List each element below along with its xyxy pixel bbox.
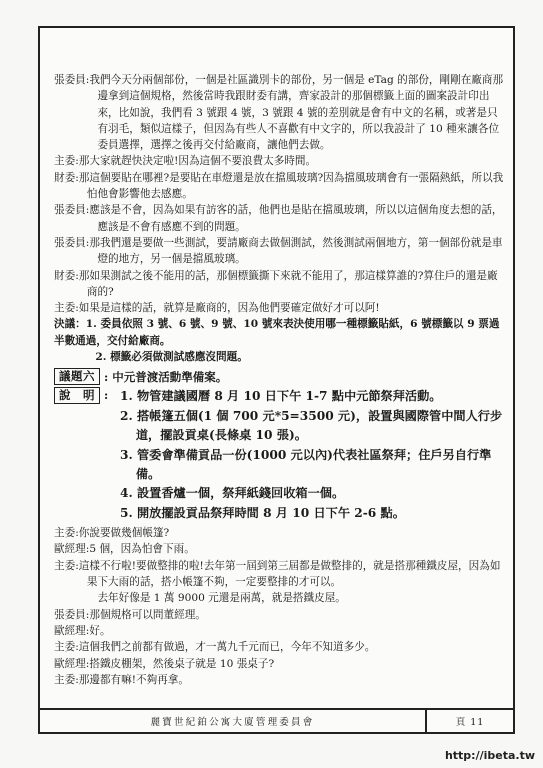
speech-text: 那大家就趕快決定啦!因為這個不要浪費太多時間。 xyxy=(78,155,317,168)
transcript-line: 張委員:那個規格可以問董經理。 xyxy=(54,608,206,621)
indented-note: 去年好像是 1 萬 9000 元還是兩萬，就是搭鐵皮屋。 xyxy=(97,592,346,605)
transcript-block-a xyxy=(54,72,505,316)
speech-text: 如果是這樣的話，就算是廠商的，因為他們要確定做好才可以阿! xyxy=(78,302,380,315)
transcript-line: 主委:你說要做幾個帳篷? xyxy=(54,527,170,540)
speech-text: 搭鐵皮棚架，然後桌子就是 10 張桌子? xyxy=(89,657,275,670)
minutes-content xyxy=(54,72,505,688)
transcript-line: 主委:這個我們之前都有做過，才一萬九千元而已，今年不知道多少。 xyxy=(54,641,376,654)
transcript-line: 主委:如果是這樣的話，就算是廠商的，因為他們要確定做好才可以阿! xyxy=(54,302,380,315)
speaker-name: 主委 xyxy=(54,559,76,572)
description-item: 3. 管委會準備貢品一份(1000 元以內)代表社區祭拜；住戶另自行準備。 xyxy=(120,447,492,481)
page-number: 頁 11 xyxy=(425,710,513,732)
transcript-line: 主委:這樣不行啦!要做整排的啦!去年第一屆到第三屆都是做整排的，就是搭那種鐵皮屋，因為如果下大雨的話，搭小帳篷不夠，一定要整排的才可以。 xyxy=(54,559,501,589)
resolution-item: 2. 標籤必須做測試感應沒問題。 xyxy=(95,351,248,364)
speech-text: 這個我們之前都有做過，才一萬九千元而已，今年不知道多少。 xyxy=(78,641,376,654)
speaker-name: 歐經理 xyxy=(54,543,86,556)
watermark-url: http://ibeta.tw xyxy=(444,749,535,762)
speaker-name: 主委 xyxy=(54,302,76,315)
speech-text: 那邊都有嘛!不夠再拿。 xyxy=(78,673,189,686)
speech-text: 應該是不會，因為如果有訪客的話，他們也是貼在擋風玻璃，所以以這個角度去想的話，應該是不會有感應不到的問題。 xyxy=(89,204,503,233)
speech-text: 這樣不行啦!要做整排的啦!去年第一屆到第三屆都是做整排的，就是搭那種鐵皮屋，因為如果下大雨的話，搭小帳篷不夠，一定要整排的才可以。 xyxy=(78,559,501,589)
speaker-name: 歐經理 xyxy=(54,657,86,670)
description-item: 4. 設置香爐一個，祭拜紙錢回收箱一個。 xyxy=(120,486,345,501)
speaker-name: 張委員 xyxy=(54,608,86,621)
speaker-name: 歐經理 xyxy=(54,624,86,637)
transcript-line: 主委:那邊都有嘛!不夠再拿。 xyxy=(54,673,189,686)
transcript-line: 歐經理:5 個，因為怕會下雨。 xyxy=(54,543,195,556)
speaker-name: 主委 xyxy=(54,155,76,168)
page-footer xyxy=(40,708,513,732)
speaker-name: 財委 xyxy=(54,171,76,184)
speaker-name: 張委員 xyxy=(54,74,86,86)
description-list xyxy=(120,387,505,523)
speech-text: 那個規格可以問董經理。 xyxy=(89,608,206,621)
transcript-line: 張委員:我們今天分兩個部份，一個是社區識別卡的部份，另一個是 eTag 的部份，剛剛在廠商那邊拿到這個規格，然後當時我跟財委有講，齊家設計的那個標籤上面的圖案設計印出來，比如說，我們看 3 號跟 4 號，3 號跟 4 號的差別就是會有中文的名稱，或著是只有羽毛，類似這樣子，但因為有些人不喜歡有中文字的，所以我設計了 10 種來讓各位委員選擇，選擇之後再交付給廠商，讓他們去做。 xyxy=(54,74,504,152)
speaker-name: 主委 xyxy=(54,527,76,540)
speech-text: 好。 xyxy=(89,624,111,637)
speaker-name: 主委 xyxy=(54,641,76,654)
agenda-label: 議題六 xyxy=(54,368,100,385)
description-item: 1. 物管建議國曆 8 月 10 日下午 1-7 點中元節祭拜活動。 xyxy=(120,389,442,404)
description-item: 2. 搭帳篷五個(1 個 700 元*5=3500 元)，設置與國際管中間人行步道，擺設貢桌(長條桌 10 張)。 xyxy=(120,408,503,443)
transcript-line: 張委員:那我們還是要做一些測試，要請廠商去做個測試，然後測試兩個地方，第一個部份就是車燈的地方，另一個是擋風玻璃。 xyxy=(54,236,503,266)
speech-text: 5 個，因為怕會下雨。 xyxy=(89,543,195,556)
agenda-description xyxy=(54,387,505,523)
transcript-block-b xyxy=(54,525,505,590)
speech-text: 那這個要貼在哪裡?是要貼在車燈還是放在擋風玻璃?因為擋風玻璃會有一張隔熱紙，所以我怕他會影響他去感應。 xyxy=(78,171,504,201)
transcript-line: 財委:那這個要貼在哪裡?是要貼在車燈還是放在擋風玻璃?因為擋風玻璃會有一張隔熱紙，所以我怕他會影響他去感應。 xyxy=(54,171,504,201)
transcript-line: 歐經理:好。 xyxy=(54,624,111,637)
description-item: 5. 開放擺設貢品祭拜時間 8 月 10 日下午 2-6 點。 xyxy=(120,505,405,520)
agenda-title: : 中元普渡活動準備案。 xyxy=(104,369,228,384)
transcript-line: 張委員:應該是不會，因為如果有訪客的話，他們也是貼在擋風玻璃，所以以這個角度去想的話，應該是不會有感應不到的問題。 xyxy=(54,204,503,233)
agenda-heading xyxy=(54,368,505,385)
resolution-item: 決議：1. 委員依照 3 號、6 號、9 號、10 號來表決使用哪一種標籤貼紙，6 號標籤以 9 票過半數通過，交付給廠商。 xyxy=(54,318,500,347)
footer-title: 麗寶世紀鉑公寓大廈管理委員會 xyxy=(150,717,315,728)
speech-text: 你說要做幾個帳篷? xyxy=(78,527,170,540)
description-sep: : xyxy=(104,388,110,403)
transcript-line: 主委:那大家就趕快決定啦!因為這個不要浪費太多時間。 xyxy=(54,155,317,168)
resolution-block xyxy=(54,316,505,365)
speaker-name: 財委 xyxy=(54,269,76,282)
transcript-line: 歐經理:搭鐵皮棚架，然後桌子就是 10 張桌子? xyxy=(54,657,275,670)
description-label: 說 明 xyxy=(54,387,100,404)
speech-text: 我們今天分兩個部份，一個是社區識別卡的部份，另一個是 eTag 的部份，剛剛在廠商那邊拿到這個規格，然後當時我跟財委有講，齊家設計的那個標籤上面的圖案設計印出來，比如說，我們看 3 號跟 4 號，3 號跟 4 號的差別就是會有中文的名稱，或著是只有羽毛，類似這樣子，但因為有些人不喜歡有中文字的，所以我設計了 10 種來讓各位委員選擇，選擇之後再交付給廠商，讓他們去做。 xyxy=(89,74,504,152)
page-frame xyxy=(38,26,515,734)
speaker-name: 張委員 xyxy=(54,204,86,217)
speaker-name: 主委 xyxy=(54,673,76,686)
transcript-block-c xyxy=(54,607,505,688)
speech-text: 那我們還是要做一些測試，要請廠商去做個測試，然後測試兩個地方，第一個部份就是車燈的地方，另一個是擋風玻璃。 xyxy=(89,236,503,266)
resolution-label: 決議： xyxy=(54,318,86,331)
speaker-name: 張委員 xyxy=(54,236,86,249)
transcript-line: 財委:那如果測試之後不能用的話，那個標籤撕下來就不能用了，那這樣算誰的?算住戶的還是廠商的? xyxy=(54,269,498,298)
speech-text: 那如果測試之後不能用的話，那個標籤撕下來就不能用了，那這樣算誰的?算住戶的還是廠商的? xyxy=(78,269,498,298)
